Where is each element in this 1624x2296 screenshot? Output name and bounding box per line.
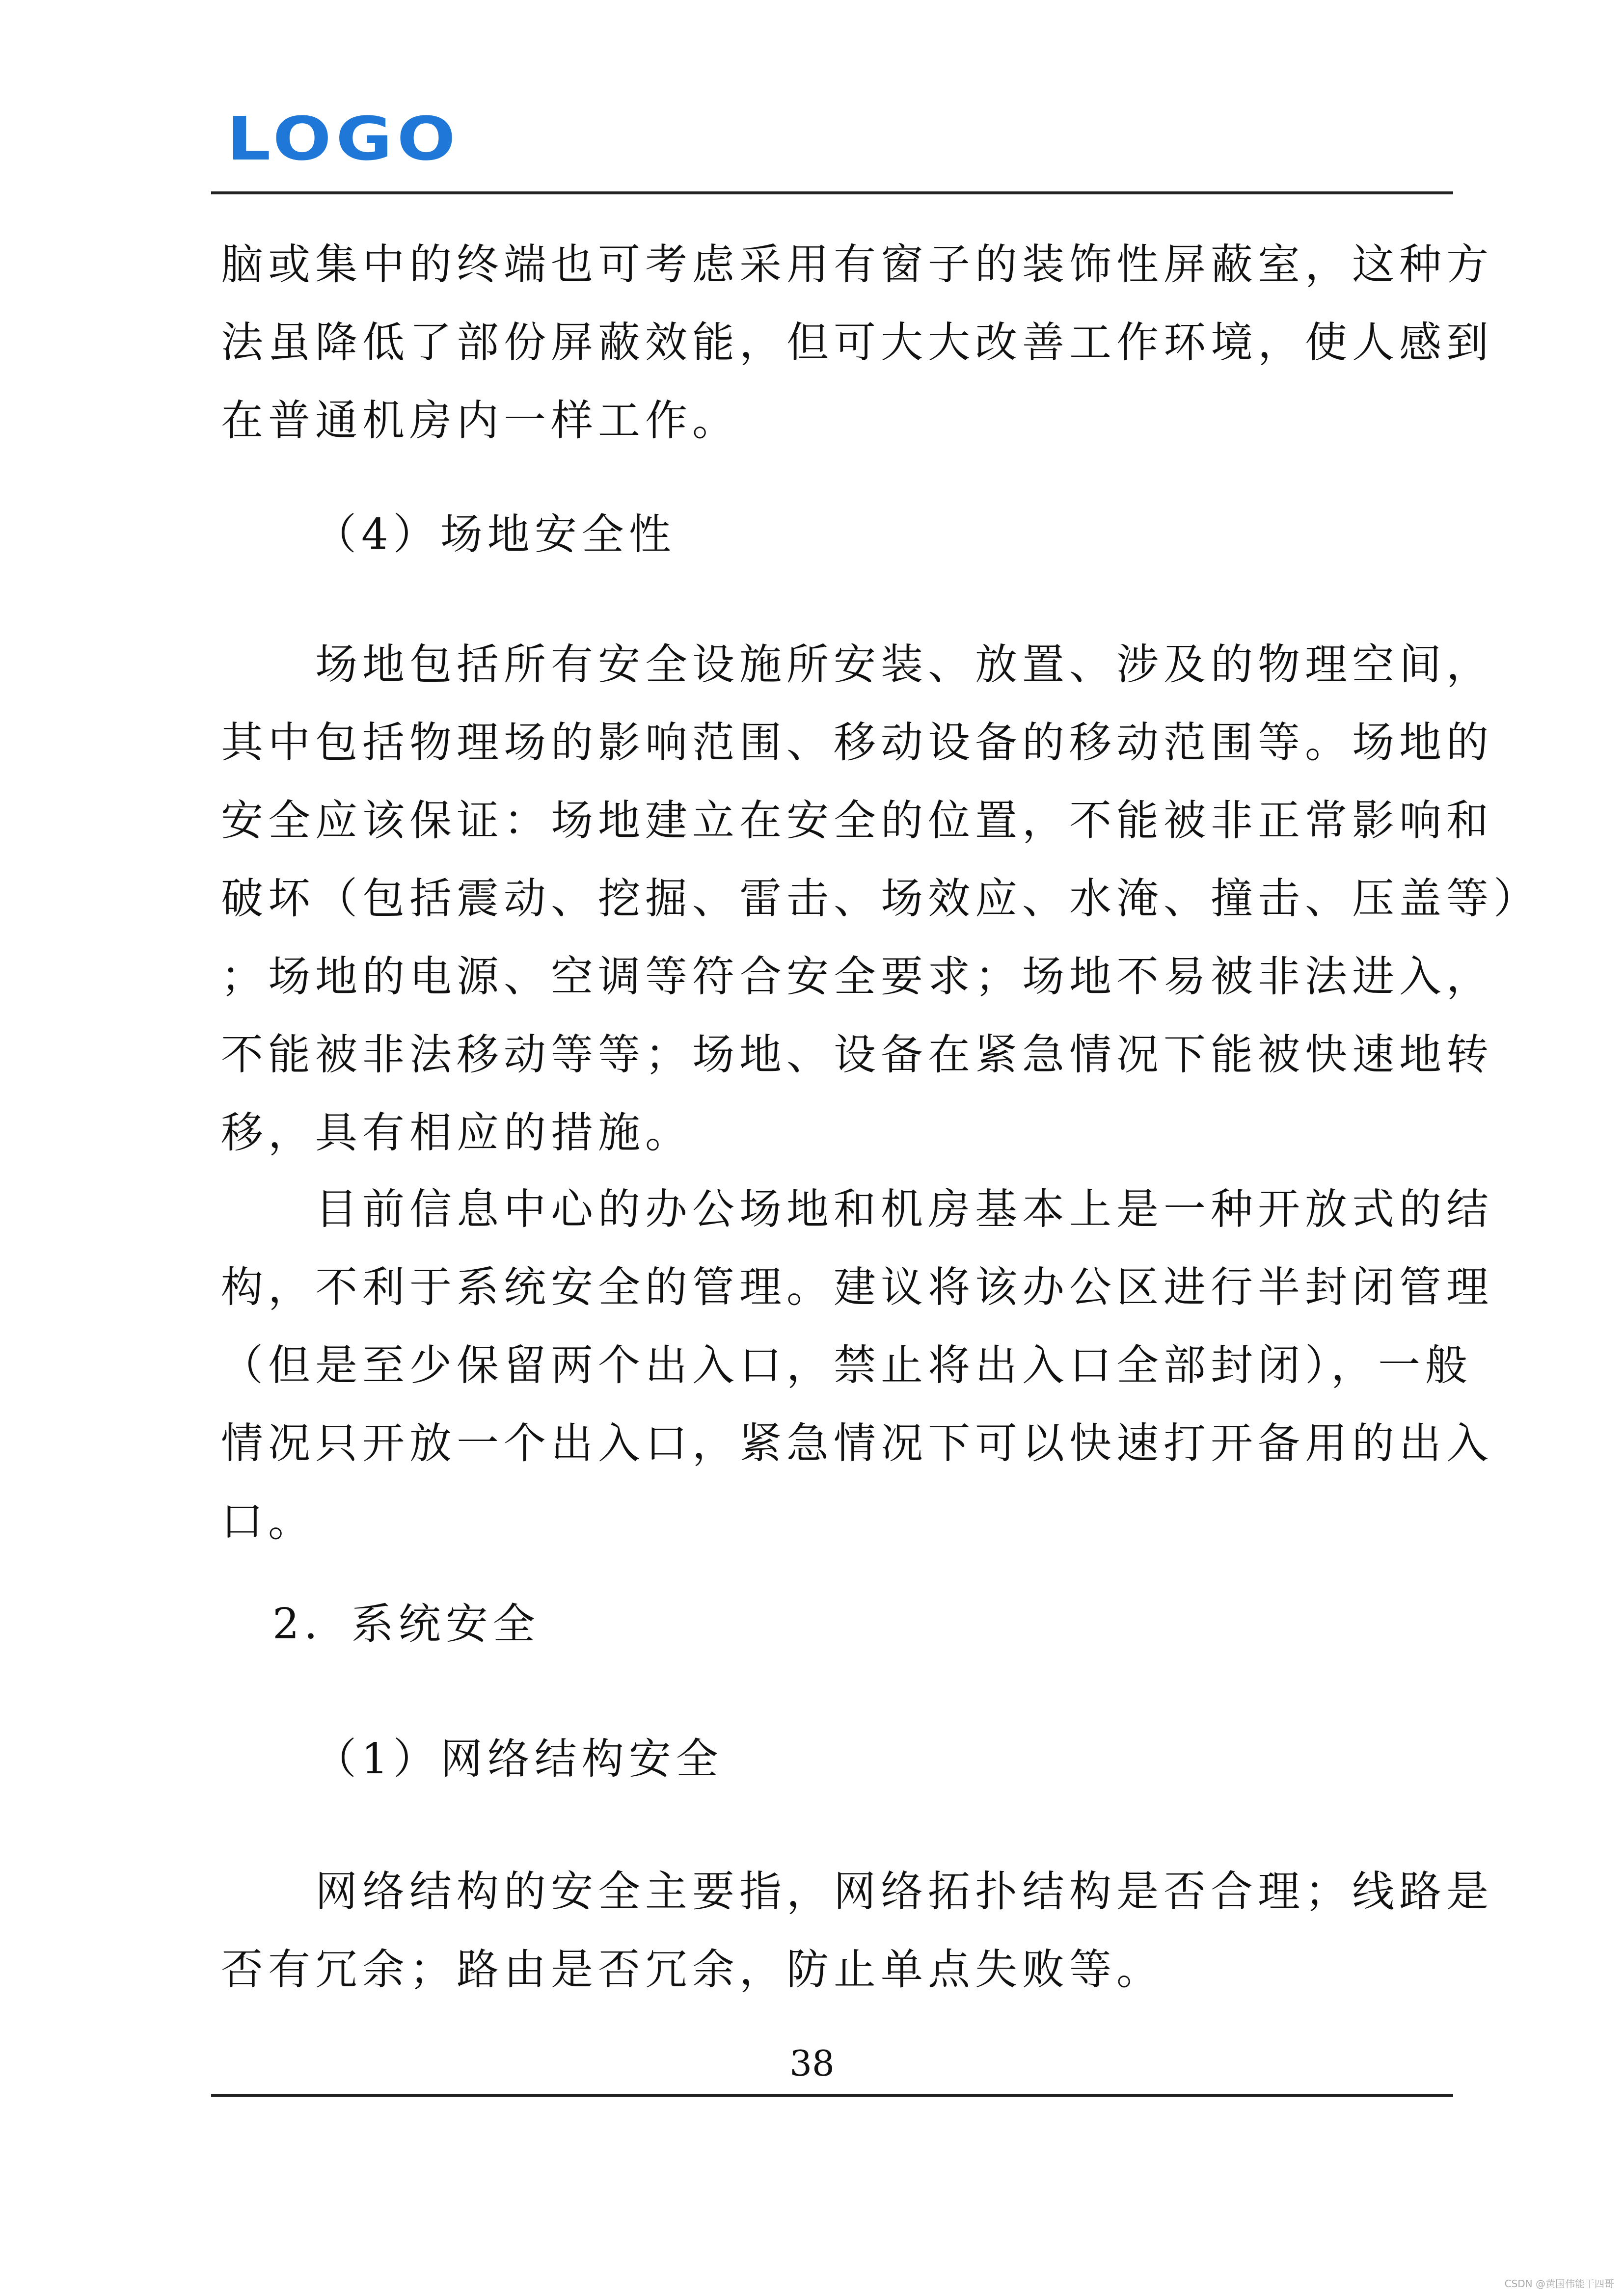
paragraph-network bbox=[221, 1853, 1493, 2009]
watermark: CSDN @黄国伟能干四哥 bbox=[1504, 2278, 1614, 2290]
paragraph-line: 不能被非法移动等等；场地、设备在紧急情况下能被快速地转 bbox=[221, 1030, 1493, 1079]
paragraph-line: 场地包括所有安全设施所安装、放置、涉及的物理空间， bbox=[221, 640, 1493, 689]
section-heading-site-security: （4）场地安全性 bbox=[314, 510, 676, 559]
header-rule bbox=[211, 191, 1453, 194]
paragraph-line: 网络结构的安全主要指，网络拓扑结构是否合理；线路是 bbox=[221, 1867, 1493, 1916]
paragraph-line: 情况只开放一个出入口，紧急情况下可以快速打开备用的出入 bbox=[221, 1419, 1493, 1468]
paragraph-line: （但是至少保留两个出入口，禁止将出入口全部封闭），一般 bbox=[221, 1341, 1472, 1390]
section-heading-system-security: 2．系统安全 bbox=[272, 1600, 540, 1649]
paragraph-line: 破坏（包括震动、挖掘、雷击、场效应、水淹、撞击、压盖等） bbox=[221, 874, 1541, 923]
paragraph-line: 其中包括物理场的影响范围、移动设备的移动范围等。场地的 bbox=[221, 718, 1493, 767]
paragraph-current-situation bbox=[221, 1171, 1493, 1561]
paragraph-line: 口。 bbox=[221, 1497, 315, 1546]
paragraph-line: 法虽降低了部份屏蔽效能，但可大大改善工作环境，使人感到 bbox=[221, 318, 1493, 367]
paragraph-continued bbox=[221, 226, 1493, 460]
paragraph-line: 构，不利于系统安全的管理。建议将该办公区进行半封闭管理 bbox=[221, 1263, 1493, 1312]
paragraph-line: 目前信息中心的办公场地和机房基本上是一种开放式的结 bbox=[221, 1185, 1493, 1234]
paragraph-line: 安全应该保证：场地建立在安全的位置，不能被非正常影响和 bbox=[221, 796, 1493, 845]
paragraph-line: 在普通机房内一样工作。 bbox=[221, 396, 739, 445]
paragraph-line: 脑或集中的终端也可考虑采用有窗子的装饰性屏蔽室，这种方 bbox=[221, 240, 1493, 289]
paragraph-site bbox=[221, 626, 1541, 1172]
footer-rule bbox=[211, 2094, 1453, 2097]
paragraph-line: ；场地的电源、空调等符合安全要求；场地不易被非法进入， bbox=[221, 952, 1493, 1001]
section-heading-network-structure: （1）网络结构安全 bbox=[314, 1735, 723, 1784]
page-number: 38 bbox=[789, 2043, 835, 2084]
paragraph-line: 否有冗余；路由是否冗余，防止单点失败等。 bbox=[221, 1945, 1164, 1994]
paragraph-line: 移，具有相应的措施。 bbox=[221, 1108, 692, 1157]
logo: LOGO bbox=[227, 104, 460, 174]
